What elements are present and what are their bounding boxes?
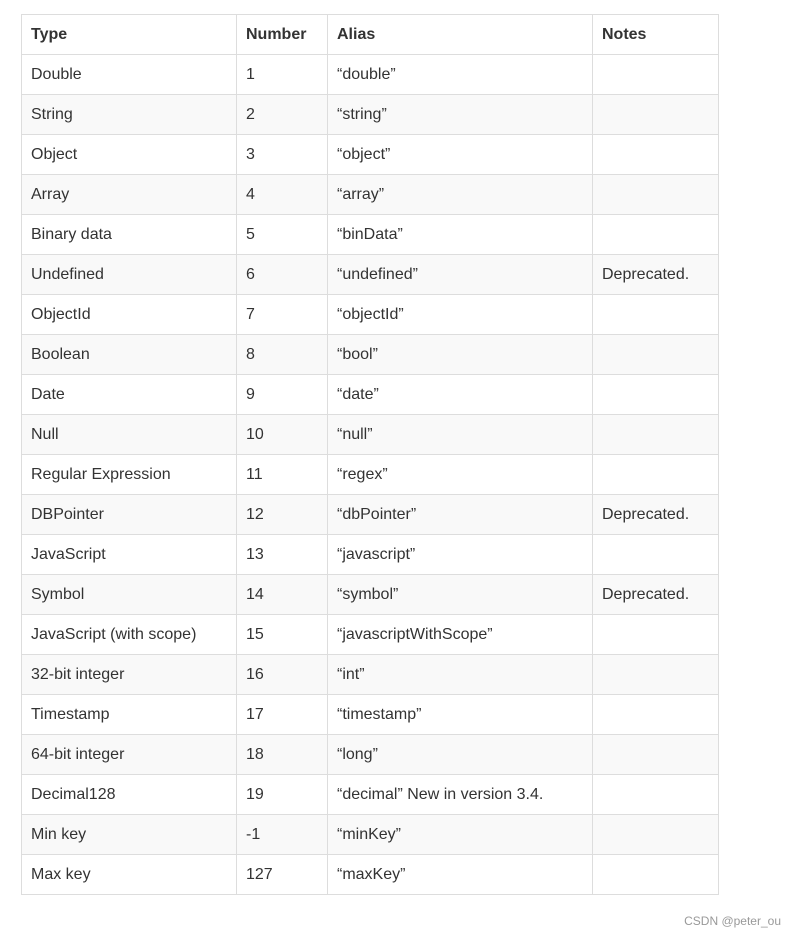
cell-type: String [22, 95, 237, 135]
cell-number: 16 [237, 655, 328, 695]
table-row [22, 375, 719, 415]
cell-type: Regular Expression [22, 455, 237, 495]
table-row [22, 415, 719, 455]
cell-alias: “string” [328, 95, 593, 135]
table-row [22, 295, 719, 335]
table-body [22, 55, 719, 895]
cell-alias: “decimal” New in version 3.4. [328, 775, 593, 815]
cell-number: 12 [237, 495, 328, 535]
cell-type: Date [22, 375, 237, 415]
cell-type: Object [22, 135, 237, 175]
cell-number: 5 [237, 215, 328, 255]
header-number: Number [237, 15, 328, 55]
cell-alias: “binData” [328, 215, 593, 255]
cell-number: 1 [237, 55, 328, 95]
cell-alias: “bool” [328, 335, 593, 375]
cell-type: ObjectId [22, 295, 237, 335]
cell-number: 17 [237, 695, 328, 735]
table-row [22, 95, 719, 135]
cell-notes [593, 415, 719, 455]
cell-type: DBPointer [22, 495, 237, 535]
cell-number: 6 [237, 255, 328, 295]
cell-alias: “undefined” [328, 255, 593, 295]
cell-alias: “timestamp” [328, 695, 593, 735]
table-row [22, 215, 719, 255]
table-row [22, 735, 719, 775]
cell-type: Decimal128 [22, 775, 237, 815]
cell-number: -1 [237, 815, 328, 855]
table-row [22, 55, 719, 95]
cell-notes: Deprecated. [593, 495, 719, 535]
cell-notes [593, 135, 719, 175]
table-row [22, 535, 719, 575]
cell-notes [593, 335, 719, 375]
cell-number: 18 [237, 735, 328, 775]
cell-type: Boolean [22, 335, 237, 375]
cell-number: 19 [237, 775, 328, 815]
cell-type: JavaScript (with scope) [22, 615, 237, 655]
header-notes: Notes [593, 15, 719, 55]
cell-number: 9 [237, 375, 328, 415]
cell-type: Array [22, 175, 237, 215]
cell-notes [593, 375, 719, 415]
cell-alias: “object” [328, 135, 593, 175]
cell-number: 7 [237, 295, 328, 335]
cell-number: 4 [237, 175, 328, 215]
cell-notes [593, 55, 719, 95]
cell-number: 2 [237, 95, 328, 135]
table-row [22, 775, 719, 815]
cell-alias: “null” [328, 415, 593, 455]
cell-number: 10 [237, 415, 328, 455]
cell-type: Timestamp [22, 695, 237, 735]
table-row [22, 135, 719, 175]
header-type: Type [22, 15, 237, 55]
cell-number: 13 [237, 535, 328, 575]
table-row [22, 655, 719, 695]
cell-alias: “array” [328, 175, 593, 215]
cell-notes [593, 775, 719, 815]
cell-number: 3 [237, 135, 328, 175]
cell-alias: “date” [328, 375, 593, 415]
cell-alias: “dbPointer” [328, 495, 593, 535]
cell-notes [593, 215, 719, 255]
cell-notes [593, 535, 719, 575]
table-row [22, 615, 719, 655]
header-alias: Alias [328, 15, 593, 55]
table-row [22, 695, 719, 735]
cell-number: 11 [237, 455, 328, 495]
cell-alias: “javascript” [328, 535, 593, 575]
bson-types-table [21, 14, 719, 895]
cell-alias: “long” [328, 735, 593, 775]
cell-notes [593, 815, 719, 855]
cell-number: 8 [237, 335, 328, 375]
cell-type: Undefined [22, 255, 237, 295]
cell-type: Min key [22, 815, 237, 855]
cell-type: Max key [22, 855, 237, 895]
cell-notes: Deprecated. [593, 575, 719, 615]
header-row [22, 15, 719, 55]
cell-number: 14 [237, 575, 328, 615]
cell-alias: “minKey” [328, 815, 593, 855]
table-row [22, 255, 719, 295]
cell-type: JavaScript [22, 535, 237, 575]
cell-alias: “objectId” [328, 295, 593, 335]
cell-notes [593, 295, 719, 335]
cell-notes [593, 695, 719, 735]
cell-notes [593, 175, 719, 215]
table-row [22, 175, 719, 215]
cell-type: Null [22, 415, 237, 455]
cell-notes: Deprecated. [593, 255, 719, 295]
table-row [22, 455, 719, 495]
cell-notes [593, 455, 719, 495]
cell-notes [593, 855, 719, 895]
table-row [22, 815, 719, 855]
cell-type: Symbol [22, 575, 237, 615]
cell-alias: “maxKey” [328, 855, 593, 895]
cell-alias: “symbol” [328, 575, 593, 615]
cell-alias: “javascriptWithScope” [328, 615, 593, 655]
cell-alias: “int” [328, 655, 593, 695]
cell-alias: “double” [328, 55, 593, 95]
table-row [22, 335, 719, 375]
table-row [22, 855, 719, 895]
cell-number: 127 [237, 855, 328, 895]
cell-notes [593, 615, 719, 655]
table-row [22, 575, 719, 615]
cell-notes [593, 655, 719, 695]
cell-type: Double [22, 55, 237, 95]
cell-number: 15 [237, 615, 328, 655]
cell-notes [593, 735, 719, 775]
cell-notes [593, 95, 719, 135]
cell-type: 64-bit integer [22, 735, 237, 775]
watermark: CSDN @peter_ou [684, 914, 781, 928]
cell-alias: “regex” [328, 455, 593, 495]
cell-type: Binary data [22, 215, 237, 255]
table-row [22, 495, 719, 535]
cell-type: 32-bit integer [22, 655, 237, 695]
